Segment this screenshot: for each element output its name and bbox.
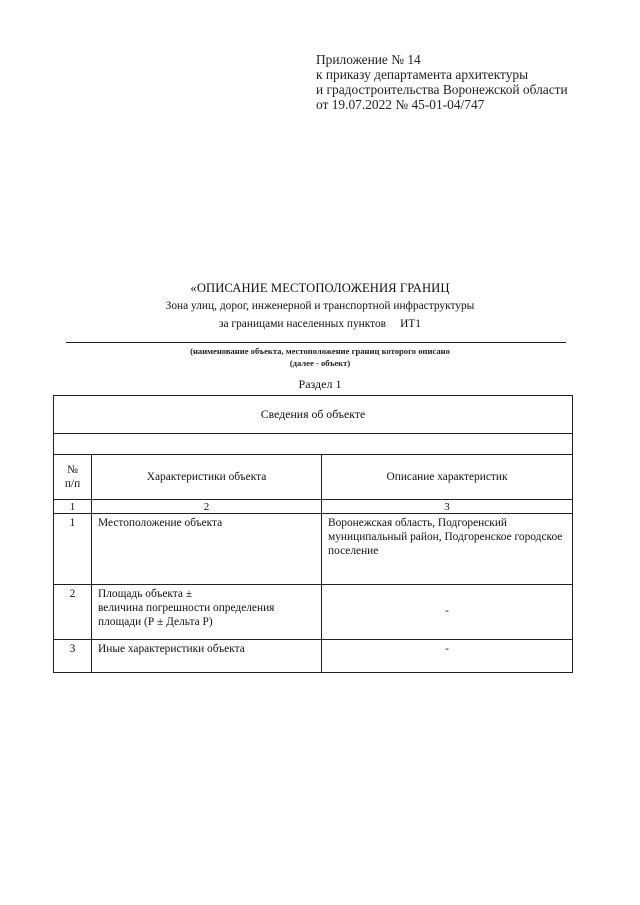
document-title: «ОПИСАНИЕ МЕСТОПОЛОЖЕНИЯ ГРАНИЦ: [190, 281, 450, 295]
column-number-2: 2: [92, 500, 322, 514]
column-number-row: [54, 500, 573, 514]
caption-line-1: (наименование объекта, местоположение границ которого описано: [190, 346, 450, 356]
table-row: [54, 640, 573, 673]
object-info-table: [53, 395, 573, 673]
row-number: 3: [54, 640, 92, 673]
document-subtitle-line-1: Зона улиц, дорог, инженерной и транспортной инфраструктуры: [165, 300, 475, 312]
zone-code: ИТ1: [400, 318, 421, 330]
table-heading: Сведения об объекте: [54, 396, 573, 434]
document-subtitle-line-2: [0, 318, 640, 330]
row-number: 2: [54, 585, 92, 640]
subtitle-text: за границами населенных пунктов: [219, 318, 387, 330]
appendix-line-1: Приложение № 14: [316, 52, 421, 67]
table-empty-row: [54, 434, 573, 455]
table-row: [54, 514, 573, 585]
appendix-block: [316, 52, 616, 112]
row-characteristic: Местоположение объекта: [92, 514, 322, 585]
title-underline: [66, 342, 566, 343]
section-title: Раздел 1: [298, 377, 342, 391]
column-number-3: 3: [322, 500, 573, 514]
appendix-line-2: к приказу департамента архитектуры: [316, 67, 529, 82]
table-row: [54, 585, 573, 640]
row-description: -: [322, 640, 573, 673]
appendix-line-3: и градостроительства Воронежской области: [316, 82, 568, 97]
row-characteristic: Иные характеристики объекта: [92, 640, 322, 673]
appendix-line-4: от 19.07.2022 № 45-01-04/747: [316, 97, 485, 112]
row-characteristic: Площадь объекта ± величина погрешности определения площади (Р ± Дельта Р): [92, 585, 322, 640]
row-description: Воронежская область, Подгоренский муниципальный район, Подгоренское городское поселение: [322, 514, 573, 585]
caption-line-2: (далее - объект): [289, 358, 351, 368]
column-header-number: [54, 455, 92, 500]
column-header-description: Описание характеристик: [322, 455, 573, 500]
column-number-1: 1: [54, 500, 92, 514]
column-header-number-text: № п/п: [64, 464, 81, 490]
row-description: -: [322, 585, 573, 640]
row-number: 1: [54, 514, 92, 585]
column-header-characteristics: Характеристики объекта: [92, 455, 322, 500]
